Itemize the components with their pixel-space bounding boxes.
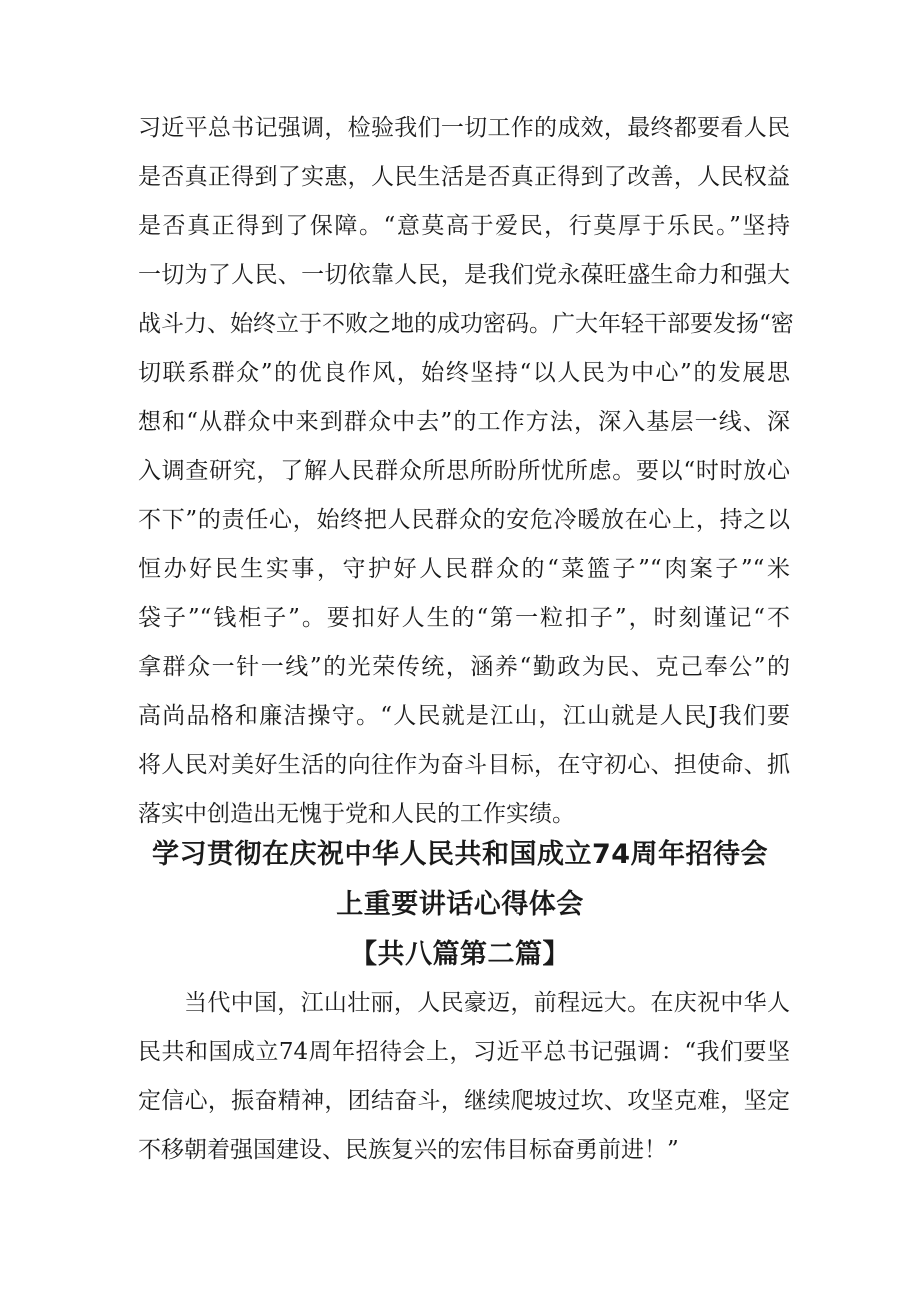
paragraph-line: 不移朝着强国建设、民族复兴的宏伟目标奋勇前进！” bbox=[138, 1137, 679, 1163]
paragraph-line: 定信心，振奋精神，团结奋斗，继续爬坡过坎、攻坚克难，坚定 bbox=[138, 1088, 790, 1114]
paragraph-line: 战斗力、始终立于不败之地的成功密码。广大年轻干部要发扬“密 bbox=[138, 311, 794, 337]
article-title-line-2: 上重要讲话心得体会 bbox=[336, 889, 584, 920]
paragraph-line: 一切为了人民、一切依靠人民，是我们党永葆旺盛生命力和强大 bbox=[138, 262, 790, 288]
paragraph-line: 习近平总书记强调，检验我们一切工作的成效，最终都要看人民 bbox=[138, 115, 790, 141]
paragraph-line: 切联系群众”的优良作风，始终坚持“以人民为中心”的发展思 bbox=[138, 360, 790, 386]
paragraph-line: 是否真正得到了实惠，人民生活是否真正得到了改善，人民权益 bbox=[138, 164, 790, 190]
article-subtitle: 【共八篇第二篇】 bbox=[350, 939, 570, 970]
paragraph-line: 恒办好民生实事，守护好人民群众的“菜篮子”“肉案子”“米 bbox=[138, 556, 790, 582]
paragraph-line: 是否真正得到了保障。“意莫高于爱民，行莫厚于乐民。”坚持 bbox=[138, 213, 790, 239]
article-title-line-1: 学习贯彻在庆祝中华人民共和国成立74周年招待会 bbox=[151, 839, 769, 870]
paragraph-line: 当代中国，江山壮丽，人民豪迈，前程远大。在庆祝中华人 bbox=[184, 990, 790, 1016]
paragraph-line: 袋子”“钱柜子”。要扣好人生的“第一粒扣子”，时刻谨记“不 bbox=[138, 605, 790, 631]
paragraph-line: 入调查研究，了解人民群众所思所盼所忧所虑。要以“时时放心 bbox=[138, 458, 790, 484]
paragraph-line: 高尚品格和廉洁操守。“人民就是江山，江山就是人民J我们要 bbox=[138, 703, 790, 729]
paragraph-line: 将人民对美好生活的向往作为奋斗目标，在守初心、担使命、抓 bbox=[138, 752, 790, 778]
paragraph-line: 落实中创造出无愧于党和人民的工作实绩。 bbox=[138, 801, 575, 827]
paragraph-line: 拿群众一针一线”的光荣传统，涵养“勤政为民、克己奉公”的 bbox=[138, 654, 790, 680]
paragraph-line: 民共和国成立74周年招待会上，习近平总书记强调：“我们要坚 bbox=[138, 1039, 790, 1065]
paragraph-line: 想和“从群众中来到群众中去”的工作方法，深入基层一线、深 bbox=[138, 409, 790, 435]
paragraph-line: 不下”的责任心，始终把人民群众的安危冷暖放在心上，持之以 bbox=[138, 507, 790, 533]
